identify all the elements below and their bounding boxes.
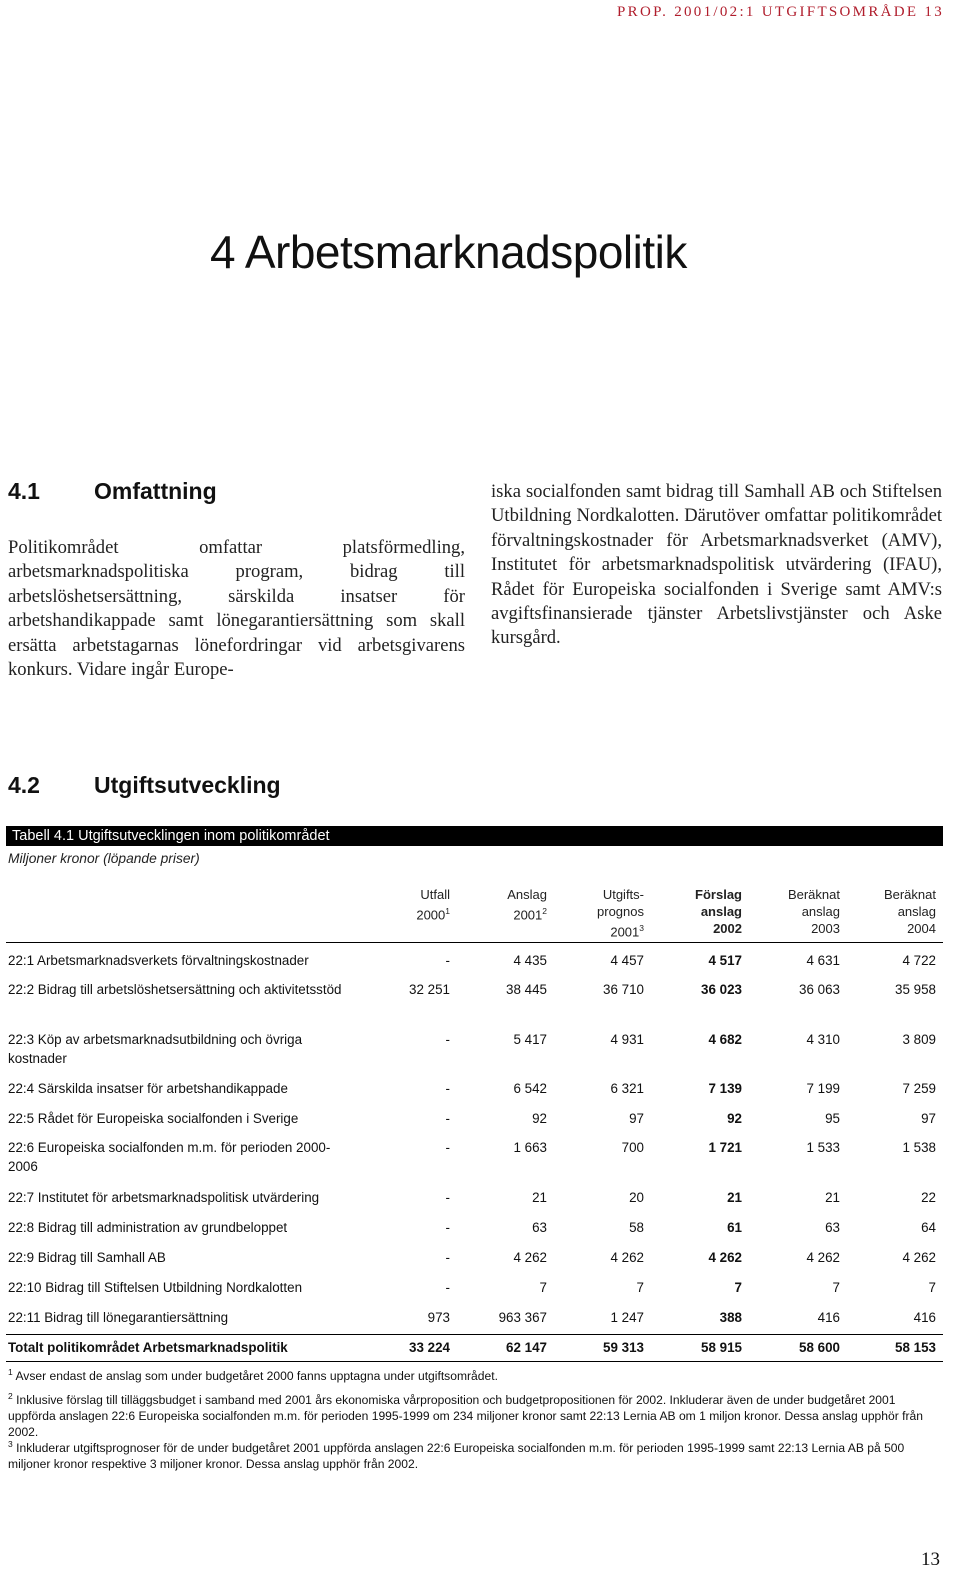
table-cell: 36 710 xyxy=(603,982,644,997)
table-row-label: 22:10 Bidrag till Stiftelsen Utbildning Nordkalotten xyxy=(8,1280,303,1295)
table-total-cell: 33 224 xyxy=(409,1340,450,1355)
footnote-text: Inklusive förslag till tilläggsbudget i samband med 2001 års ekonomiska vårproposition och budgetpropositionen för 2002. Inkluderar även de under budgetåret 2001 uppförda anslagen 22:6 Europeiska socialfonden m.m. för perioden 1995-1999 om 234 miljoner kronor samt 22:13 Lernia AB om 1 miljon kronor. Dessa anslag upphör från 2002. xyxy=(8,1393,923,1440)
table-cell: 4 262 xyxy=(610,1250,644,1265)
table-cell: 35 958 xyxy=(895,982,936,997)
column-header xyxy=(816,886,936,937)
column-header-line: Beräknat xyxy=(787,887,840,902)
table-cell: - xyxy=(445,1111,450,1126)
table-cell: 1 247 xyxy=(610,1310,644,1325)
table-cell: - xyxy=(445,953,450,968)
table-cell: 97 xyxy=(921,1111,936,1126)
table-cell: 4 262 xyxy=(708,1250,742,1265)
table-cell: 7 xyxy=(832,1280,840,1295)
section-number: 4.2 xyxy=(8,772,40,798)
column-header-line: prognos xyxy=(597,904,644,919)
table-cell: 21 xyxy=(532,1190,547,1205)
table-cell: 64 xyxy=(921,1220,936,1235)
table-cell: 32 251 xyxy=(409,982,450,997)
body-paragraph-column-2: iska socialfonden samt bidrag till Samhall AB och Stiftelsen Utbildning Nordkalotten. Därutöver omfattar politikområdet förvaltningskostnader för Arbetsmarknadsverket (AMV), Institutet för arbetsmarknadspolitisk utvärdering (IFAU), Rådet för Europeiska socialfonden i Sverige samt AMV:s avgiftsfinansierade tjänster Arbetslivstjänster och Aske kursgård. xyxy=(491,481,942,649)
footnote-marker: 2 xyxy=(8,1391,13,1401)
column-header-line: anslag xyxy=(700,904,742,919)
footnote xyxy=(8,1364,938,1384)
page-number: 13 xyxy=(921,1549,940,1570)
footnote-marker: 3 xyxy=(639,923,644,933)
footnote-text: Avser endast de anslag som under budgetåret 2000 fanns upptagna under utgiftsområdet. xyxy=(15,1369,498,1384)
column-header-line: 2004 xyxy=(907,921,936,936)
table-cell: 4 517 xyxy=(708,953,742,968)
table-cell: 4 682 xyxy=(708,1032,742,1047)
table-cell: 63 xyxy=(532,1220,547,1235)
table-cell: - xyxy=(445,1190,450,1205)
table-cell: 6 542 xyxy=(513,1081,547,1096)
footnote-marker: 3 xyxy=(8,1439,13,1449)
footnote-marker: 1 xyxy=(445,906,450,916)
table-cell: 3 809 xyxy=(902,1032,936,1047)
table-cell: 4 457 xyxy=(610,953,644,968)
table-cell: 7 199 xyxy=(806,1081,840,1096)
table-cell: 7 xyxy=(636,1280,644,1295)
footnote-marker: 1 xyxy=(8,1367,13,1377)
table-cell: 963 367 xyxy=(498,1310,547,1325)
table-row-label: 22:4 Särskilda insatser för arbetshandikappade xyxy=(8,1081,288,1096)
table-cell: 7 xyxy=(734,1280,742,1295)
table-cell: 36 063 xyxy=(799,982,840,997)
table-cell: 92 xyxy=(727,1111,742,1126)
table-cell: 97 xyxy=(629,1111,644,1126)
table-cell: 22 xyxy=(921,1190,936,1205)
table-total-cell: 58 153 xyxy=(895,1340,936,1355)
table-row-label: 22:5 Rådet för Europeiska socialfonden i Sverige xyxy=(8,1111,299,1126)
table-row-label: 22:11 Bidrag till lönegarantiersättning xyxy=(8,1310,229,1325)
table-cell: 92 xyxy=(532,1111,547,1126)
footnote-text: Inkluderar utgiftsprognoser för de under budgetåret 2001 uppförda anslagen 22:6 Europeiska socialfonden m.m. för perioden 1995-1999 samt 22:13 Lernia AB på 500 miljoner kronor respektive 3 miljoner kronor. Dessa anslag upphör från 2002. xyxy=(8,1441,905,1472)
table-cell: 1 663 xyxy=(513,1140,547,1155)
table-row-label: 22:9 Bidrag till Samhall AB xyxy=(8,1250,166,1265)
table-cell: 21 xyxy=(825,1190,840,1205)
table-total-cell: 59 313 xyxy=(603,1340,644,1355)
table-row-label: 22:6 Europeiska socialfonden m.m. för perioden 2000-2006 xyxy=(8,1140,331,1174)
table-cell: 973 xyxy=(427,1310,450,1325)
table-cell: 4 262 xyxy=(513,1250,547,1265)
table-cell: 1 538 xyxy=(902,1140,936,1155)
table-rule xyxy=(6,1361,943,1362)
table-cell: - xyxy=(445,1140,450,1155)
column-header-line: 2001$^2$ xyxy=(513,906,547,923)
table-cell: 7 259 xyxy=(902,1081,936,1096)
section-title: Omfattning xyxy=(94,478,217,504)
table-cell: - xyxy=(445,1032,450,1047)
column-header-line: 2000$^1$ xyxy=(416,906,450,923)
table-rule xyxy=(6,942,943,943)
table-subtitle: Miljoner kronor (löpande priser) xyxy=(8,851,200,866)
table-cell: 7 xyxy=(539,1280,547,1295)
table-row-label: 22:8 Bidrag till administration av grundbeloppet xyxy=(8,1220,288,1235)
table-cell: 36 023 xyxy=(701,982,742,997)
footnote xyxy=(8,1436,938,1472)
table-cell: - xyxy=(445,1220,450,1235)
section-number: 4.1 xyxy=(8,478,40,504)
table-row-label: 22:1 Arbetsmarknadsverkets förvaltningskostnader xyxy=(8,953,309,968)
table-cell: 388 xyxy=(719,1310,742,1325)
footnote-marker: 2 xyxy=(542,906,547,916)
table-cell: 7 139 xyxy=(708,1081,742,1096)
table-cell: 58 xyxy=(629,1220,644,1235)
table-title: Tabell 4.1 Utgiftsutvecklingen inom politikområdet xyxy=(6,826,943,846)
table-cell: 416 xyxy=(913,1310,936,1325)
column-header-line: Förslag xyxy=(695,887,742,902)
column-header-line: 2001$^3$ xyxy=(610,923,644,940)
table-cell: - xyxy=(445,1250,450,1265)
table-row-label: 22:3 Köp av arbetsmarknadsutbildning och övriga kostnader xyxy=(8,1032,303,1066)
section-title: Utgiftsutveckling xyxy=(94,772,281,798)
table-cell: 21 xyxy=(727,1190,742,1205)
table-cell: 4 435 xyxy=(513,953,547,968)
section-heading-omfattning xyxy=(8,478,217,505)
table-cell: 4 310 xyxy=(806,1032,840,1047)
column-header-line: Utfall xyxy=(420,887,450,902)
column-header-line: anslag xyxy=(897,904,936,919)
column-header-line: Utgifts- xyxy=(602,887,644,902)
table-cell: 1 533 xyxy=(806,1140,840,1155)
table-cell: 20 xyxy=(629,1190,644,1205)
table-cell: 4 722 xyxy=(902,953,936,968)
running-header: PROP. 2001/02:1 UTGIFTSOMRÅDE 13 xyxy=(617,4,944,20)
table-cell: 4 931 xyxy=(610,1032,644,1047)
column-header-line: Anslag xyxy=(507,887,547,902)
table-cell: 6 321 xyxy=(610,1081,644,1096)
table-total-cell: 58 600 xyxy=(799,1340,840,1355)
table-cell: 63 xyxy=(825,1220,840,1235)
section-heading-utgiftsutveckling xyxy=(8,772,281,799)
table-cell: 1 721 xyxy=(708,1140,742,1155)
table-cell: 4 262 xyxy=(806,1250,840,1265)
column-header-line: Beräknat xyxy=(883,887,936,902)
column-header-line: 2003 xyxy=(811,921,840,936)
table-cell: - xyxy=(445,1280,450,1295)
table-cell: 7 xyxy=(928,1280,936,1295)
body-paragraph-column-1: Politikområdet omfattar platsförmedling, arbetsmarknadspolitiska program, bidrag till arbetslöshetsersättning, särskilda insatser för arbetshandikappade samt lönegarantiersättning som skall ersätta arbetstagarnas lönefordringar vid arbetsgivarens konkurs. Vidare ingår Europe- xyxy=(8,537,465,681)
table-cell: 4 262 xyxy=(902,1250,936,1265)
table-total-label: Totalt politikområdet Arbetsmarknadspolitik xyxy=(8,1340,288,1355)
table-cell: 38 445 xyxy=(506,982,547,997)
table-total-cell: 62 147 xyxy=(506,1340,547,1355)
table-total-cell: 58 915 xyxy=(701,1340,742,1355)
table-cell: 61 xyxy=(727,1220,742,1235)
table-cell: 700 xyxy=(621,1140,644,1155)
table-cell: 95 xyxy=(825,1111,840,1126)
column-header-line: anslag xyxy=(801,904,840,919)
table-cell: - xyxy=(445,1081,450,1096)
table-row-label: 22:7 Institutet för arbetsmarknadspolitisk utvärdering xyxy=(8,1190,320,1205)
table-rule xyxy=(6,1334,943,1335)
table-cell: 4 631 xyxy=(806,953,840,968)
table-cell: 416 xyxy=(817,1310,840,1325)
column-header-line: 2002 xyxy=(713,921,742,936)
table-cell: 5 417 xyxy=(513,1032,547,1047)
footnote xyxy=(8,1388,938,1440)
chapter-title: 4 Arbetsmarknadspolitik xyxy=(210,226,687,278)
table-row-label: 22:2 Bidrag till arbetslöshetsersättning och aktivitetsstöd xyxy=(8,982,342,997)
